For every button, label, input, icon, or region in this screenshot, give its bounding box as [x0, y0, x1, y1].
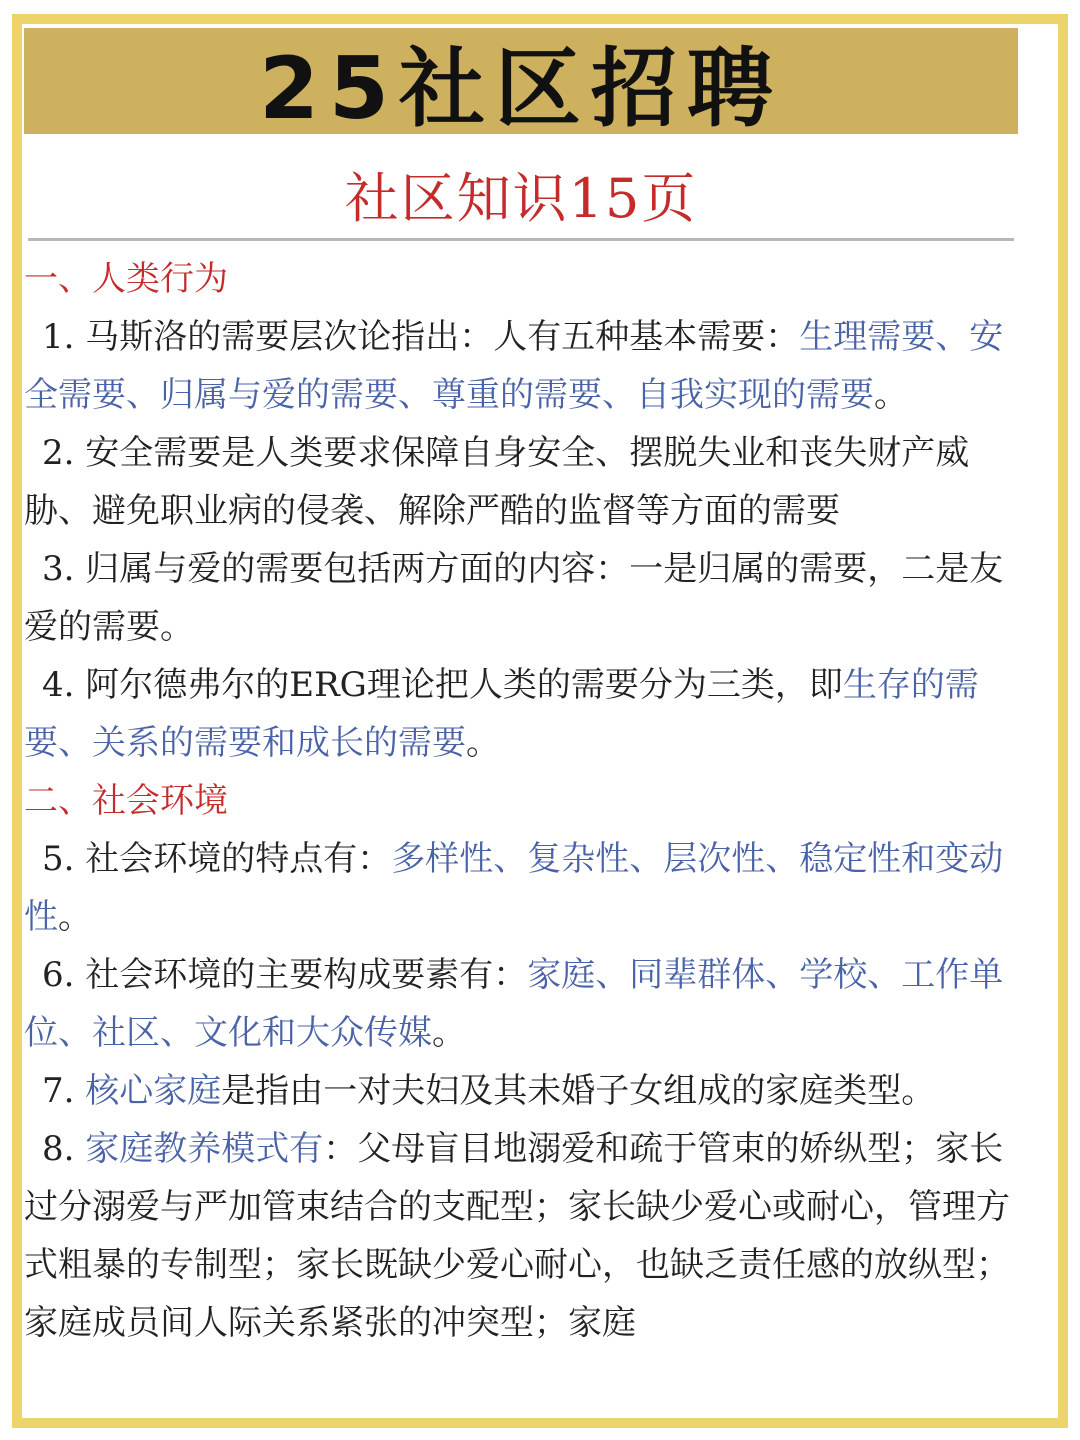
item-highlight: 生存的需要、关系的需要和成长的需要: [24, 665, 979, 763]
item-number: 5.: [42, 839, 75, 879]
item-text: 社会环境的主要构成要素有：: [85, 955, 528, 995]
page-title: 25社区招聘: [259, 39, 783, 139]
list-item: [24, 656, 1024, 772]
item-text: 归属与爱的需要包括两方面的内容：一是归属的需要，二是友爱的需要。: [24, 549, 1004, 647]
list-item: [24, 1062, 1024, 1120]
content-body: [24, 250, 1024, 1352]
list-item: [24, 308, 1024, 424]
item-text: 阿尔德弗尔的ERG理论把人类的需要分为三类，即: [85, 665, 843, 705]
list-item: [24, 830, 1024, 946]
item-text: 。: [874, 375, 908, 415]
item-text: 马斯洛的需要层次论指出：人有五种基本需要：: [85, 317, 800, 357]
item-text: 社会环境的特点有：: [85, 839, 392, 879]
list-item: [24, 540, 1024, 656]
item-highlight: 家庭、同辈群体、学校、工作单位、社区、文化和大众传媒: [24, 955, 1004, 1053]
item-text: ：父母盲目地溺爱和疏于管束的娇纵型；家长过分溺爱与严加管束结合的支配型；家长缺少爱心或耐心，管理方式粗暴的专制型；家长既缺少爱心耐心，也缺乏责任感的放纵型；家庭成员间人际关系紧张的冲突型；家庭: [24, 1129, 1010, 1343]
item-number: 7.: [42, 1071, 75, 1111]
item-highlight: 生理需要、安全需要、归属与爱的需要、尊重的需要、自我实现的需要: [24, 317, 1004, 415]
item-number: 3.: [42, 549, 75, 589]
list-item: [24, 946, 1024, 1062]
section-heading: 一、人类行为: [24, 259, 228, 299]
item-number: 6.: [42, 955, 75, 995]
item-text: 。: [58, 897, 92, 937]
section-heading: 二、社会环境: [24, 781, 228, 821]
list-item: [24, 424, 1024, 540]
item-number: 1.: [42, 317, 75, 357]
item-highlight: 核心家庭: [85, 1071, 222, 1111]
item-highlight: 家庭教养模式有: [85, 1129, 324, 1169]
item-text: 。: [432, 1013, 466, 1053]
item-text: 安全需要是人类要求保障自身安全、摆脱失业和丧失财产威胁、避免职业病的侵袭、解除严酷的监督等方面的需要: [24, 433, 970, 531]
item-text: 。: [466, 723, 500, 763]
title-banner: [24, 28, 1018, 139]
subtitle-bar: [28, 150, 1014, 241]
item-number: 2.: [42, 433, 75, 473]
item-number: 4.: [42, 665, 75, 705]
page-subtitle: 社区知识15页: [344, 166, 698, 230]
item-number: 8.: [42, 1129, 75, 1169]
item-text: 是指由一对夫妇及其未婚子女组成的家庭类型。: [221, 1071, 936, 1111]
list-item: [24, 1120, 1024, 1352]
item-highlight: 多样性、复杂性、层次性、稳定性和变动性: [24, 839, 1004, 937]
